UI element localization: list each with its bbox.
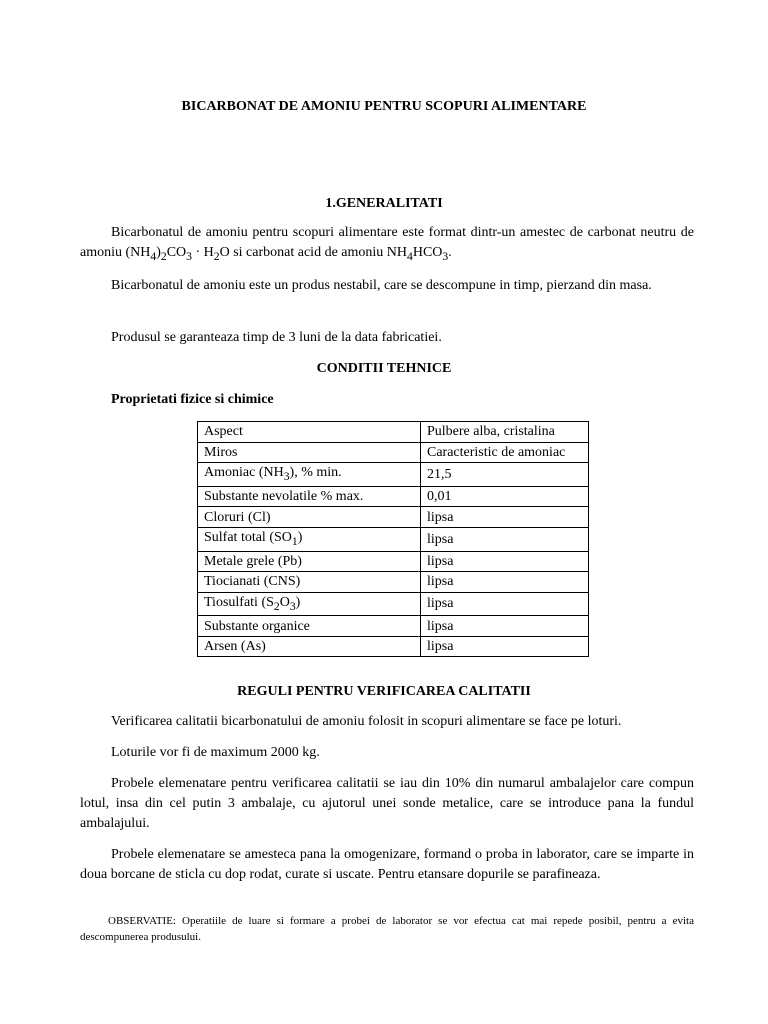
paragraph-composition: Bicarbonatul de amoniu pentru scopuri alimentare este format dintr-un amestec de carbonat neutru de amoniu $(NH_4)_2CO_3 \cdot H_2O$ si carbonat acid de amoniu $NH_4HCO_3$. <box>80 225 694 263</box>
paragraph-verification: Verificarea calitatii bicarbonatului de amoniu folosit in scopuri alimentare se face pe loturi. <box>111 714 622 729</box>
property-name-cell: Aspect <box>198 422 421 443</box>
paragraph-sampling: Probele elemenatare pentru verificarea calitatii se iau din 10% din numarul ambalajelor care compun lotul, insa din cel putin 3 ambalaje, cu ajutorul unei sonde metalice, care se introduce pana la fundul ambalajului. <box>80 776 694 831</box>
table-row <box>198 486 589 507</box>
table-row <box>198 592 589 616</box>
property-value-cell: lipsa <box>421 592 589 616</box>
property-value-cell: lipsa <box>421 636 589 657</box>
property-name-cell: Miros <box>198 442 421 463</box>
document-title: BICARBONAT DE AMONIU PENTRU SCOPURI ALIMENTARE <box>181 99 587 114</box>
property-name-cell: Tiocianati (CNS) <box>198 572 421 593</box>
table-row <box>198 551 589 572</box>
property-value-cell: Pulbere alba, cristalina <box>421 422 589 443</box>
property-name-cell: Sulfat total $(SO_1)$ <box>198 527 421 551</box>
table-row <box>198 527 589 551</box>
property-name-cell: Substante organice <box>198 616 421 637</box>
property-name-cell: Cloruri (Cl) <box>198 507 421 528</box>
table-row <box>198 572 589 593</box>
section-heading-reguli: REGULI PENTRU VERIFICAREA CALITATII <box>237 684 531 699</box>
paragraph-lot-size: Loturile vor fi de maximum 2000 kg. <box>111 745 320 760</box>
observation-note: OBSERVATIE: Operatiile de luare si formare a probei de laborator se vor efectua cat mai repede posibil, pentru a evita descompunerea produsului. <box>80 915 694 943</box>
table-row <box>198 442 589 463</box>
property-value-cell: 21,5 <box>421 463 589 487</box>
section-heading-conditii: CONDITII TEHNICE <box>316 361 452 376</box>
subheading-properties: Proprietati fizice si chimice <box>111 392 274 407</box>
section-heading-generalitati: 1.GENERALITATI <box>325 196 443 211</box>
table-row <box>198 636 589 657</box>
properties-table <box>197 421 589 657</box>
paragraph-mixing: Probele elemenatare se amesteca pana la omogenizare, formand o proba in laborator, care se imparte in doua borcane de sticla cu dop rodat, curate si uscate. Pentru etansare dopurile se parafineaza. <box>80 847 694 882</box>
property-value-cell: Caracteristic de amoniac <box>421 442 589 463</box>
paragraph-guarantee: Produsul se garanteaza timp de 3 luni de la data fabricatiei. <box>111 330 442 345</box>
property-value-cell: lipsa <box>421 572 589 593</box>
property-name-cell: Metale grele (Pb) <box>198 551 421 572</box>
property-name-cell: Tiosulfati $(S_2O_3)$ <box>198 592 421 616</box>
table-row <box>198 463 589 487</box>
property-value-cell: lipsa <box>421 527 589 551</box>
property-value-cell: lipsa <box>421 551 589 572</box>
property-name-cell: Amoniac $(NH_3)$, % min. <box>198 463 421 487</box>
table-row <box>198 507 589 528</box>
table-row <box>198 422 589 443</box>
property-name-cell: Arsen (As) <box>198 636 421 657</box>
property-value-cell: lipsa <box>421 616 589 637</box>
property-value-cell: 0,01 <box>421 486 589 507</box>
paragraph-instability: Bicarbonatul de amoniu este un produs nestabil, care se descompune in timp, pierzand din masa. <box>111 278 652 293</box>
table-row <box>198 616 589 637</box>
property-value-cell: lipsa <box>421 507 589 528</box>
property-name-cell: Substante nevolatile % max. <box>198 486 421 507</box>
